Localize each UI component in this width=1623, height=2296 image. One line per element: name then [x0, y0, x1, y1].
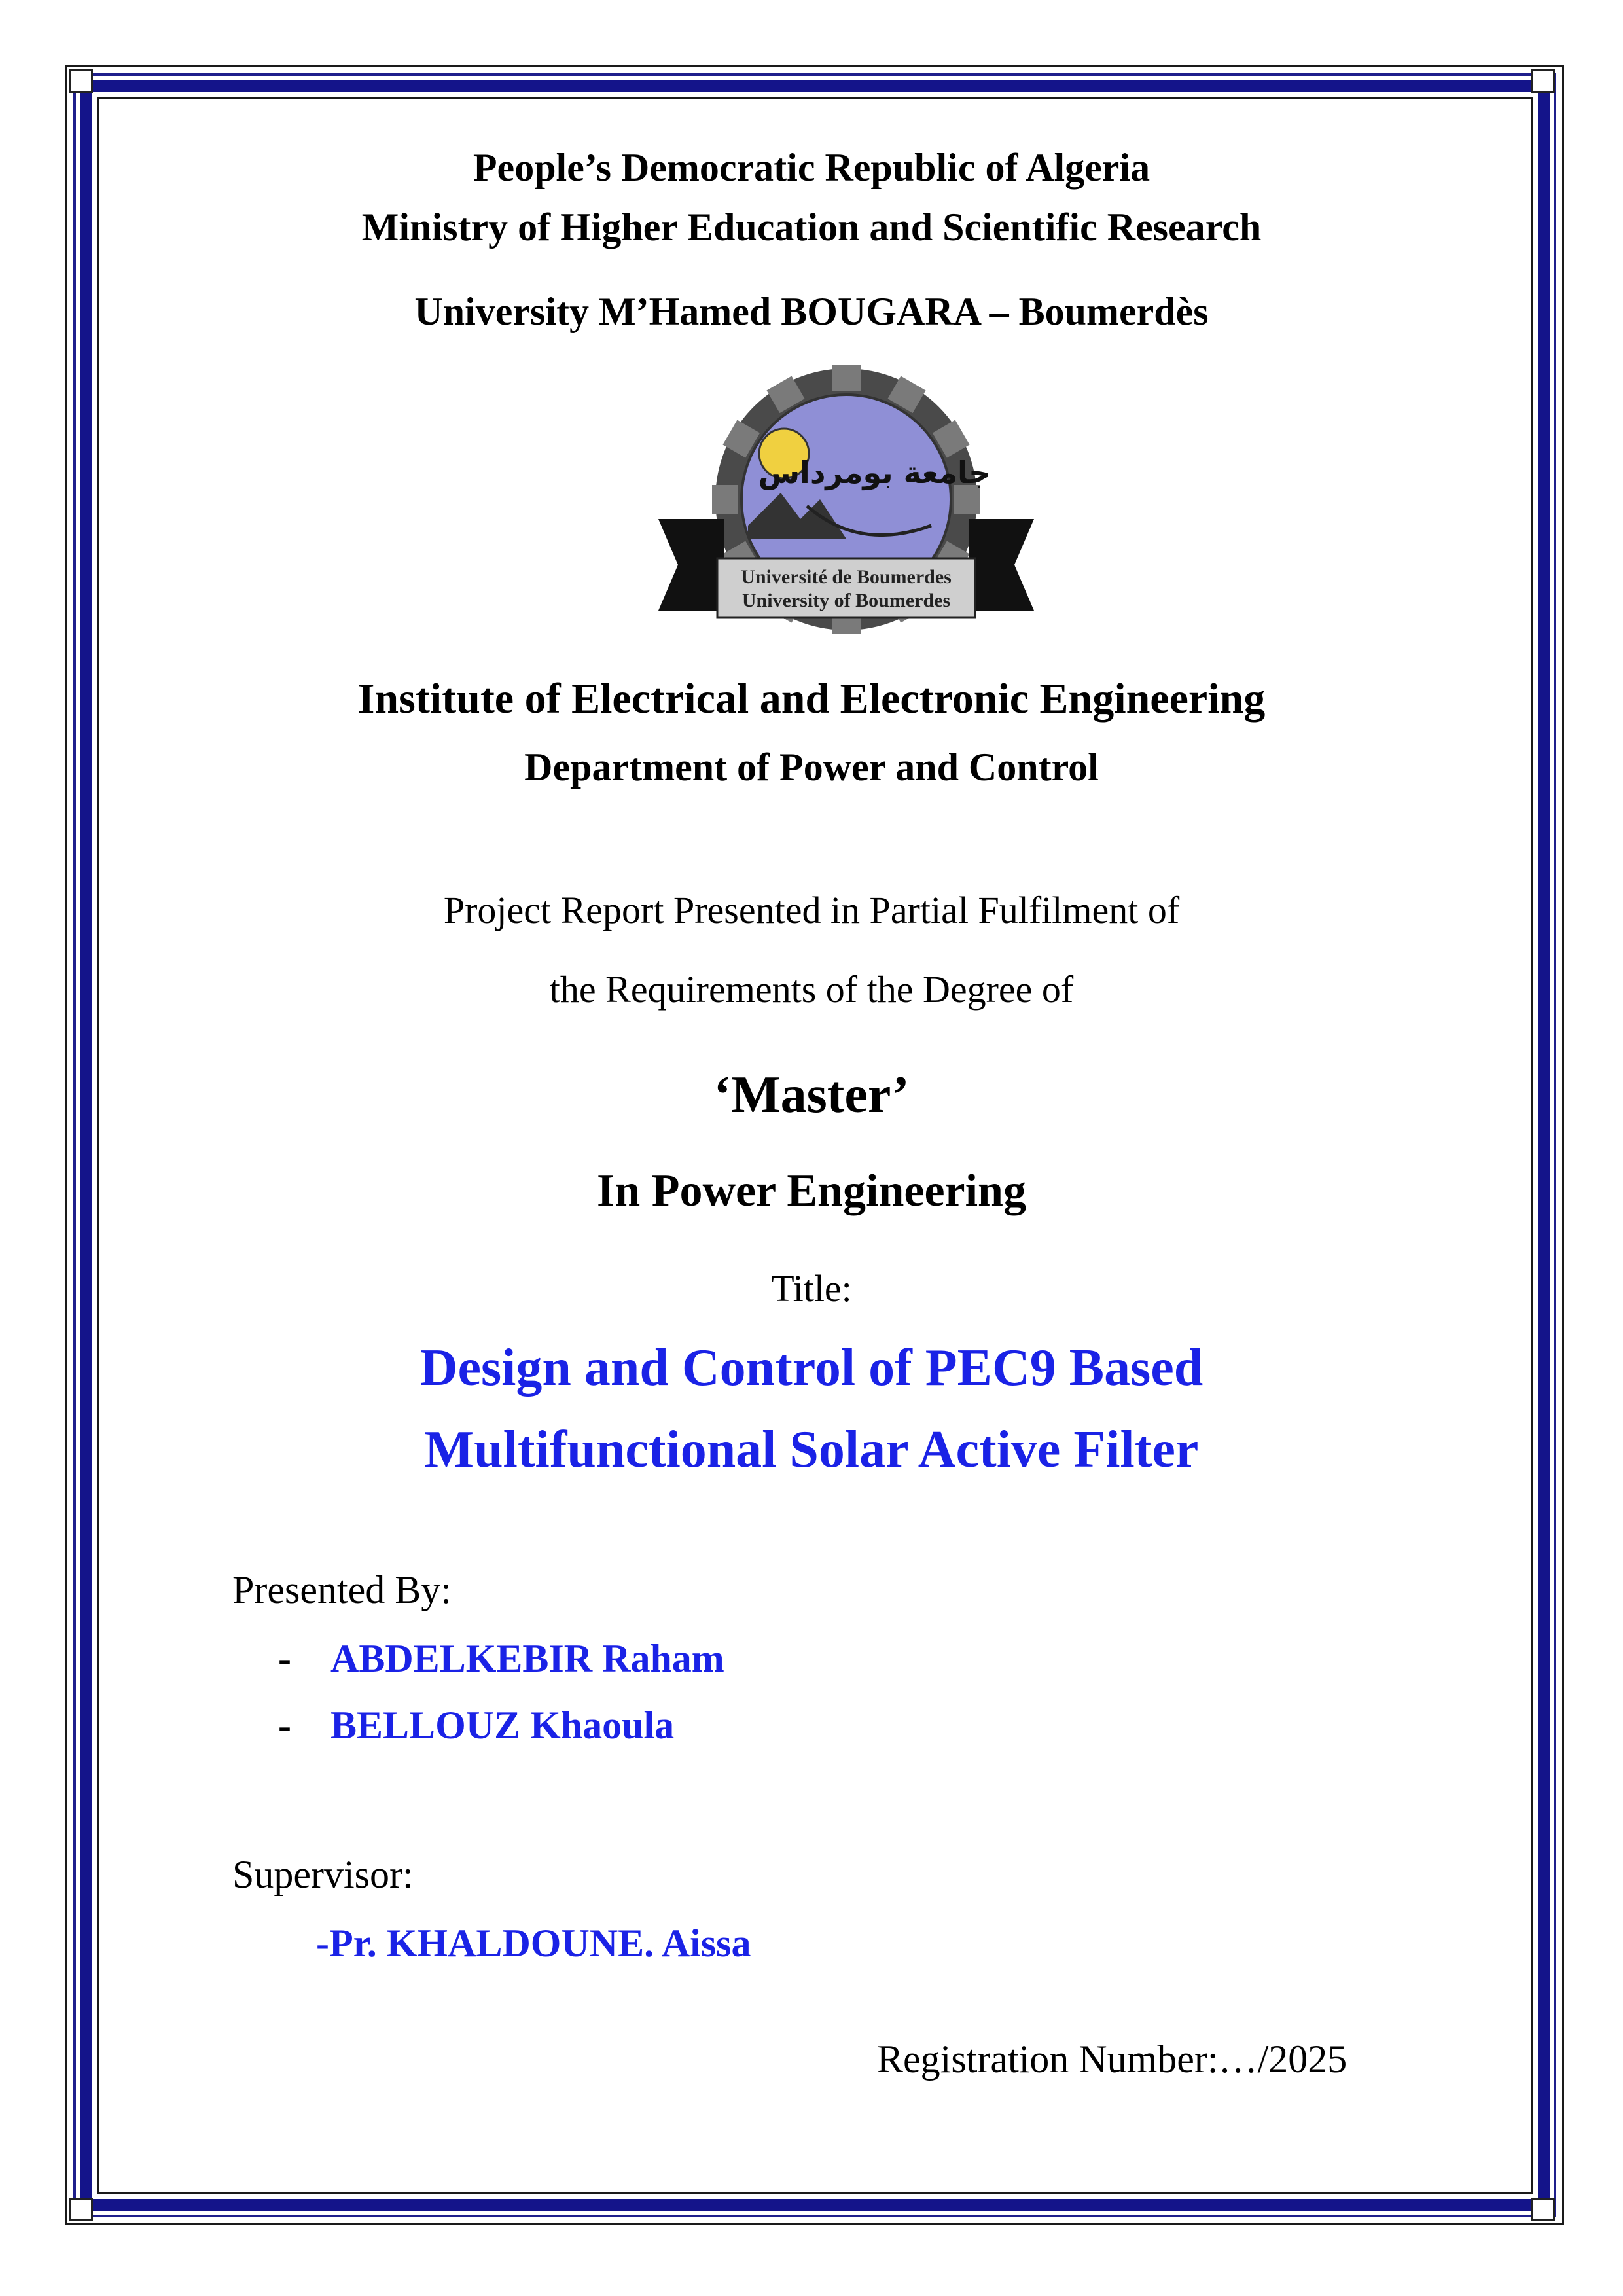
logo-arabic-text: جامعة بومرداس — [758, 455, 991, 490]
logo-banner-line1: Université de Boumerdes — [741, 566, 952, 588]
ministry-name: Ministry of Higher Education and Scientific Research — [361, 206, 1262, 249]
student-name: BELLOUZ Khaoula — [330, 1704, 675, 1747]
corner-ornament-top-right — [1526, 64, 1559, 97]
student-name: ABDELKEBIR Raham — [330, 1637, 724, 1680]
title-label: Title: — [771, 1267, 852, 1310]
university-name: University M’Hamed BOUGARA – Boumerdès — [414, 290, 1209, 333]
list-bullet: - — [278, 1637, 291, 1680]
supervisor-name: -Pr. KHALDOUNE. Aissa — [316, 1922, 751, 1965]
report-description-line1: Project Report Presented in Partial Fulfilment of — [443, 889, 1180, 931]
department-name: Department of Power and Control — [524, 745, 1099, 789]
list-bullet: - — [278, 1704, 291, 1747]
country-name: People’s Democratic Republic of Algeria — [473, 146, 1150, 189]
corner-ornament-bottom-left — [64, 2193, 97, 2225]
degree-field: In Power Engineering — [597, 1166, 1026, 1216]
corner-ornament-bottom-right — [1526, 2193, 1559, 2225]
institute-name: Institute of Electrical and Electronic Engineering — [357, 675, 1266, 723]
presented-by-label: Presented By: — [232, 1568, 452, 1611]
registration-number: Registration Number:…/2025 — [877, 2037, 1347, 2081]
corner-ornament-top-left — [64, 64, 97, 97]
thesis-title-line1: Design and Control of PEC9 Based — [419, 1339, 1204, 1397]
thesis-title-line2: Multifunctional Solar Active Filter — [424, 1421, 1199, 1479]
degree-name: ‘Master’ — [713, 1066, 910, 1124]
supervisor-label: Supervisor: — [232, 1853, 414, 1896]
report-description-line2: the Requirements of the Degree of — [549, 968, 1074, 1011]
university-logo — [658, 362, 1034, 660]
logo-banner-line2: University of Boumerdes — [741, 590, 951, 611]
